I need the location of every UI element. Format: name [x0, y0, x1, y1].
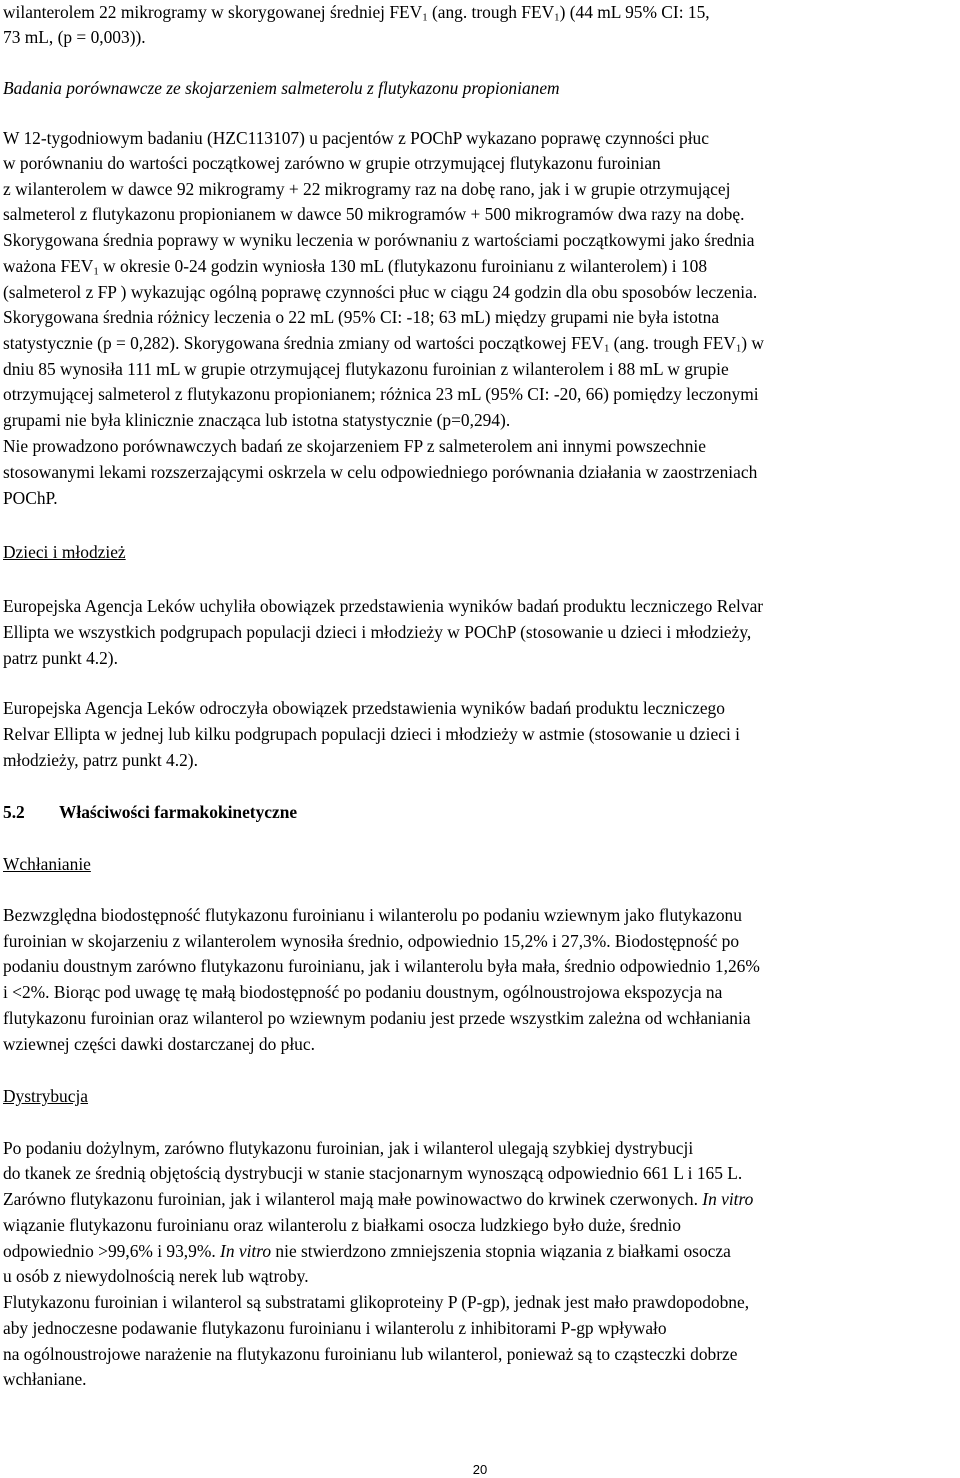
text-line: Skorygowana średnia poprawy w wyniku leczenia w porównaniu z wartościami początkowymi jako średnia — [3, 230, 755, 250]
text-line: w porównaniu do wartości początkowej zarówno w grupie otrzymującej flutykazonu furoinian — [3, 153, 661, 173]
text-line: wilanterolem 22 mikrogramy w skorygowanej średniej $FEV_1$ (ang. trough $FEV_1$) (44 mL 95% CI: 15, — [3, 2, 710, 24]
text-line: statystycznie (p = 0,282). Skorygowana średnia zmiany od wartości początkowej $FEV_1$ (ang. trough $FEV_1$) w — [3, 333, 764, 355]
subsection-heading-children: Dzieci i młodzież — [3, 542, 126, 562]
text-line: z wilanterolem w dawce 92 mikrogramy + 22 mikrogramy raz na dobę rano, jak i w grupie otrzymującej — [3, 179, 731, 199]
text-line: flutykazonu furoinian oraz wilanterol po wziewnym podaniu jest przede wszystkim zależna od wchłaniania — [3, 1008, 751, 1028]
text-line: aby jednoczesne podawanie flutykazonu furoinianu i wilanterolu z inhibitorami P-gp wpływało — [3, 1318, 667, 1338]
text-line: Ellipta we wszystkich podgrupach populacji dzieci i młodzieży w POChP (stosowanie u dzieci i młodzieży, — [3, 622, 752, 642]
text-line: POChP. — [3, 488, 58, 508]
text-line: Flutykazonu furoinian i wilanterol są substratami glikoproteiny P (P-gp), jednak jest mało prawdopodobne, — [3, 1292, 750, 1312]
text-line: u osób z niewydolnością nerek lub wątroby. — [3, 1266, 309, 1286]
text-line: otrzymującej salmeterol z flutykazonu propionianem; różnica 23 mL (95% CI: -20, 66) pomiędzy leczonymi — [3, 384, 759, 404]
text-line: Europejska Agencja Leków odroczyła obowiązek przedstawienia wyników badań produktu leczniczego — [3, 698, 725, 718]
text-line: Relvar Ellipta w jednej lub kilku podgrupach populacji dzieci i młodzieży w astmie (stosowanie u dzieci i — [3, 724, 740, 744]
text-line: Zarówno flutykazonu furoinian, jak i wilanterol mają małe powinowactwo do krwinek czerwonych. In vitro — [3, 1189, 754, 1209]
text-line: 73 mL, (p = 0,003)). — [3, 27, 146, 47]
text-line: i <2%. Biorąc pod uwagę tę małą biodostępność po podaniu doustnym, ogólnoustrojowa ekspozycja na — [3, 982, 723, 1002]
text-line: salmeterol z flutykazonu propionianem w dawce 50 mikrogramów + 500 mikrogramów dwa razy na dobę. — [3, 204, 745, 224]
subsection-heading-absorption: Wchłanianie — [3, 854, 91, 874]
text-line: odpowiednio >99,6% i 93,9%. In vitro nie stwierdzono zmniejszenia stopnia wiązania z białkami osocza — [3, 1241, 731, 1261]
page-number: 20 — [472, 1462, 488, 1477]
section-title: Właściwości farmakokinetyczne — [59, 802, 298, 822]
section-number: 5.2 — [3, 802, 25, 822]
text-line: furoinian w skojarzeniu z wilanterolem wynosiła średnio, odpowiednio 15,2% i 27,3%. Biodostępność po — [3, 931, 740, 951]
subsection-heading-comparison: Badania porównawcze ze skojarzeniem salmeterolu z flutykazonu propionianem — [3, 78, 560, 98]
text-line: Nie prowadzono porównawczych badań ze skojarzeniem FP z salmeterolem ani innymi powszechnie — [3, 436, 706, 456]
text-line: wziewnej części dawki dostarczanej do płuc. — [3, 1034, 315, 1054]
text-line: Skorygowana średnia różnicy leczenia o 22 mL (95% CI: -18; 63 mL) między grupami nie była istotna — [3, 307, 720, 327]
text-line: Europejska Agencja Leków uchyliła obowiązek przedstawienia wyników badań produktu leczniczego Relvar — [3, 596, 764, 616]
text-line: wchłaniane. — [3, 1369, 87, 1389]
text-line: wiązanie flutykazonu furoinianu oraz wilanterolu z białkami osocza ludzkiego było duże, średnio — [3, 1215, 681, 1235]
text-line: Po podaniu dożylnym, zarówno flutykazonu furoinian, jak i wilanterol ulegają szybkiej dystrybucji — [3, 1138, 694, 1158]
text-line: (salmeterol z FP ) wykazując ogólną poprawę czynności płuc w ciągu 24 godzin dla obu sposobów leczenia. — [3, 282, 758, 302]
section-heading — [3, 800, 297, 826]
text-line: ważona $FEV_1$ w okresie 0-24 godzin wyniosła 130 mL (flutykazonu furoinianu z wilanterolem) i 108 — [3, 256, 708, 278]
text-line: grupami nie była klinicznie znacząca lub istotna statystycznie (p=0,294). — [3, 410, 511, 430]
text-line: dniu 85 wynosiła 111 mL w grupie otrzymującej flutykazonu furoinian z wilanterolem i 88 mL w grupie — [3, 359, 729, 379]
text-line: stosowanymi lekami rozszerzającymi oskrzela w celu odpowiedniego porównania działania w zaostrzeniach — [3, 462, 758, 482]
text-line: Bezwzględna biodostępność flutykazonu furoinianu i wilanterolu po podaniu wziewnym jako flutykazonu — [3, 905, 742, 925]
subsection-heading-distribution: Dystrybucja — [3, 1086, 89, 1106]
text-line: W 12-tygodniowym badaniu (HZC113107) u pacjentów z POChP wykazano poprawę czynności płuc — [3, 128, 709, 148]
text-line: patrz punkt 4.2). — [3, 648, 118, 668]
text-line: młodzieży, patrz punkt 4.2). — [3, 750, 198, 770]
text-line: do tkanek ze średnią objętością dystrybucji w stanie stacjonarnym wynoszącą odpowiednio 661 L i 165 L. — [3, 1163, 743, 1183]
text-line: na ogólnoustrojowe narażenie na flutykazonu furoinianu lub wilanterol, ponieważ są to cząsteczki dobrze — [3, 1344, 738, 1364]
text-line: podaniu doustnym zarówno flutykazonu furoinianu, jak i wilanterolu była mała, średnio odpowiednio 1,26% — [3, 956, 760, 976]
